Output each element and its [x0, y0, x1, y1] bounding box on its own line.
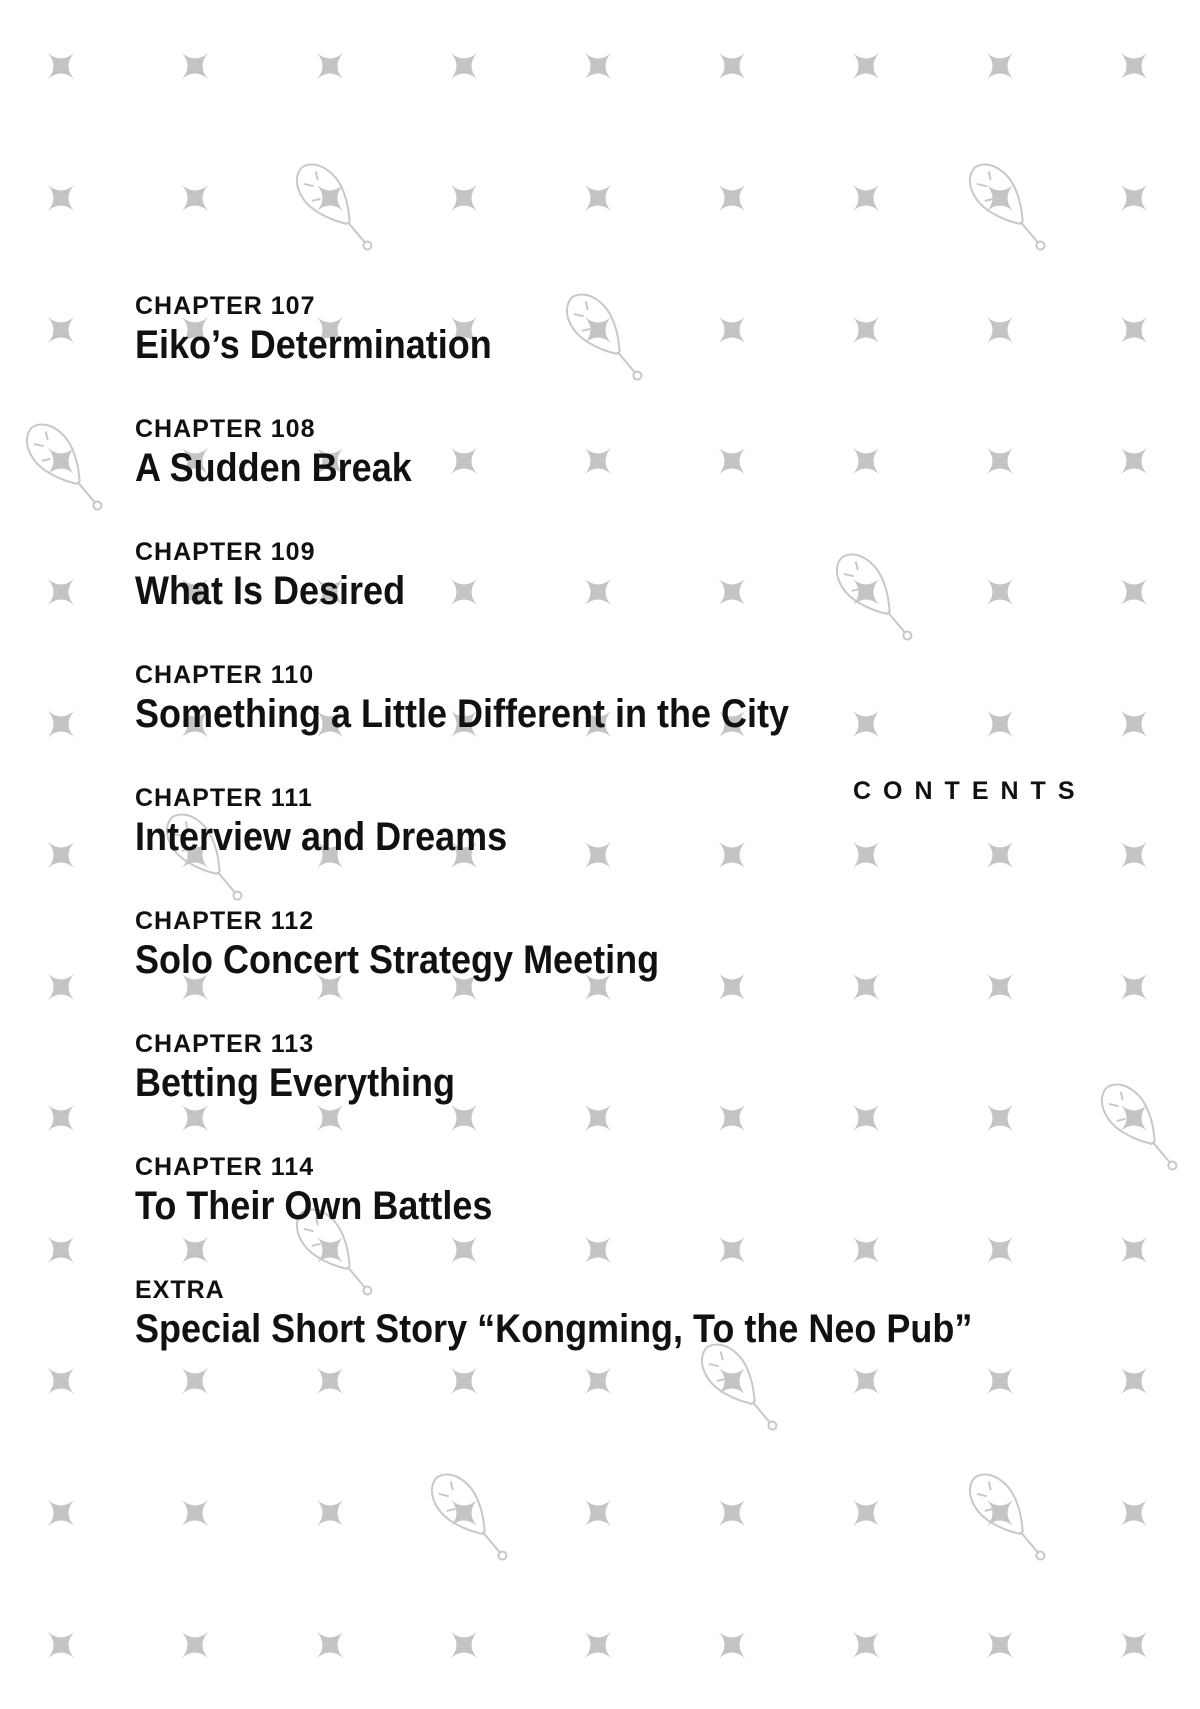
four-point-star-icon — [317, 1500, 343, 1526]
four-point-star-icon — [48, 317, 74, 343]
four-point-star-icon — [451, 53, 477, 79]
four-point-star-icon — [48, 1237, 74, 1263]
feather-fan-icon — [287, 155, 384, 261]
four-point-star-icon — [1121, 317, 1147, 343]
four-point-star-icon — [1121, 1500, 1147, 1526]
chapter-title: Eiko’s Determination — [135, 323, 492, 367]
four-point-star-icon — [182, 53, 208, 79]
four-point-star-icon — [853, 53, 879, 79]
four-point-star-icon — [48, 53, 74, 79]
four-point-star-icon — [317, 185, 343, 211]
toc-entry-113[interactable] — [135, 1030, 1035, 1153]
four-point-star-icon — [1121, 53, 1147, 79]
four-point-star-icon — [48, 579, 74, 605]
four-point-star-icon — [182, 185, 208, 211]
four-point-star-icon — [317, 1632, 343, 1658]
four-point-star-icon — [719, 1632, 745, 1658]
four-point-star-icon — [451, 1632, 477, 1658]
four-point-star-icon — [987, 185, 1013, 211]
four-point-star-icon — [853, 1632, 879, 1658]
four-point-star-icon — [1121, 974, 1147, 1000]
toc-entry-109[interactable] — [135, 538, 1035, 661]
chapter-label: CHAPTER 113 — [135, 1030, 315, 1058]
four-point-star-icon — [1121, 1632, 1147, 1658]
four-point-star-icon — [48, 1632, 74, 1658]
four-point-star-icon — [1121, 1368, 1147, 1394]
feather-fan-icon — [1092, 1075, 1189, 1181]
four-point-star-icon — [182, 1632, 208, 1658]
four-point-star-icon — [451, 185, 477, 211]
four-point-star-icon — [1121, 842, 1147, 868]
toc-entry-112[interactable] — [135, 907, 1035, 1030]
four-point-star-icon — [48, 974, 74, 1000]
four-point-star-icon — [1121, 579, 1147, 605]
four-point-star-icon — [451, 1500, 477, 1526]
toc-entry-108[interactable] — [135, 415, 1035, 538]
toc-entry-110[interactable] — [135, 661, 1035, 784]
toc-entry-107[interactable] — [135, 292, 1035, 415]
four-point-star-icon — [48, 185, 74, 211]
chapter-title: To Their Own Battles — [135, 1184, 493, 1228]
four-point-star-icon — [987, 53, 1013, 79]
chapter-title: Betting Everything — [135, 1061, 456, 1105]
table-of-contents — [135, 292, 1035, 1399]
four-point-star-icon — [48, 1500, 74, 1526]
chapter-title: A Sudden Break — [135, 446, 412, 490]
four-point-star-icon — [48, 1368, 74, 1394]
four-point-star-icon — [48, 448, 74, 474]
chapter-title: Solo Concert Strategy Meeting — [135, 938, 660, 982]
four-point-star-icon — [1121, 185, 1147, 211]
four-point-star-icon — [1121, 711, 1147, 737]
four-point-star-icon — [48, 711, 74, 737]
toc-entry-extra[interactable] — [135, 1276, 1035, 1399]
four-point-star-icon — [1121, 448, 1147, 474]
chapter-title: Special Short Story “Kongming, To the Neo Pub” — [135, 1307, 973, 1351]
chapter-title: Interview and Dreams — [135, 815, 508, 859]
four-point-star-icon — [317, 53, 343, 79]
chapter-label: CHAPTER 112 — [135, 907, 315, 935]
chapter-title: What Is Desired — [135, 569, 406, 613]
four-point-star-icon — [719, 1500, 745, 1526]
toc-entry-111[interactable] — [135, 784, 1035, 907]
four-point-star-icon — [853, 185, 879, 211]
four-point-star-icon — [585, 1632, 611, 1658]
four-point-star-icon — [719, 53, 745, 79]
four-point-star-icon — [182, 1500, 208, 1526]
contents-heading: CONTENTS — [853, 777, 1087, 805]
four-point-star-icon — [48, 842, 74, 868]
four-point-star-icon — [48, 1105, 74, 1131]
four-point-star-icon — [585, 1500, 611, 1526]
chapter-title: Something a Little Different in the City — [135, 692, 790, 736]
four-point-star-icon — [853, 1500, 879, 1526]
four-point-star-icon — [1121, 1237, 1147, 1263]
chapter-label: CHAPTER 108 — [135, 415, 316, 443]
feather-fan-icon — [960, 1465, 1057, 1571]
chapter-label: CHAPTER 109 — [135, 538, 316, 566]
chapter-label: CHAPTER 110 — [135, 661, 315, 689]
chapter-label: EXTRA — [135, 1276, 225, 1304]
chapter-label: CHAPTER 111 — [135, 784, 313, 812]
toc-entry-114[interactable] — [135, 1153, 1035, 1276]
four-point-star-icon — [585, 185, 611, 211]
four-point-star-icon — [719, 185, 745, 211]
chapter-label: CHAPTER 114 — [135, 1153, 315, 1181]
chapter-label: CHAPTER 107 — [135, 292, 316, 320]
four-point-star-icon — [987, 1632, 1013, 1658]
four-point-star-icon — [585, 53, 611, 79]
